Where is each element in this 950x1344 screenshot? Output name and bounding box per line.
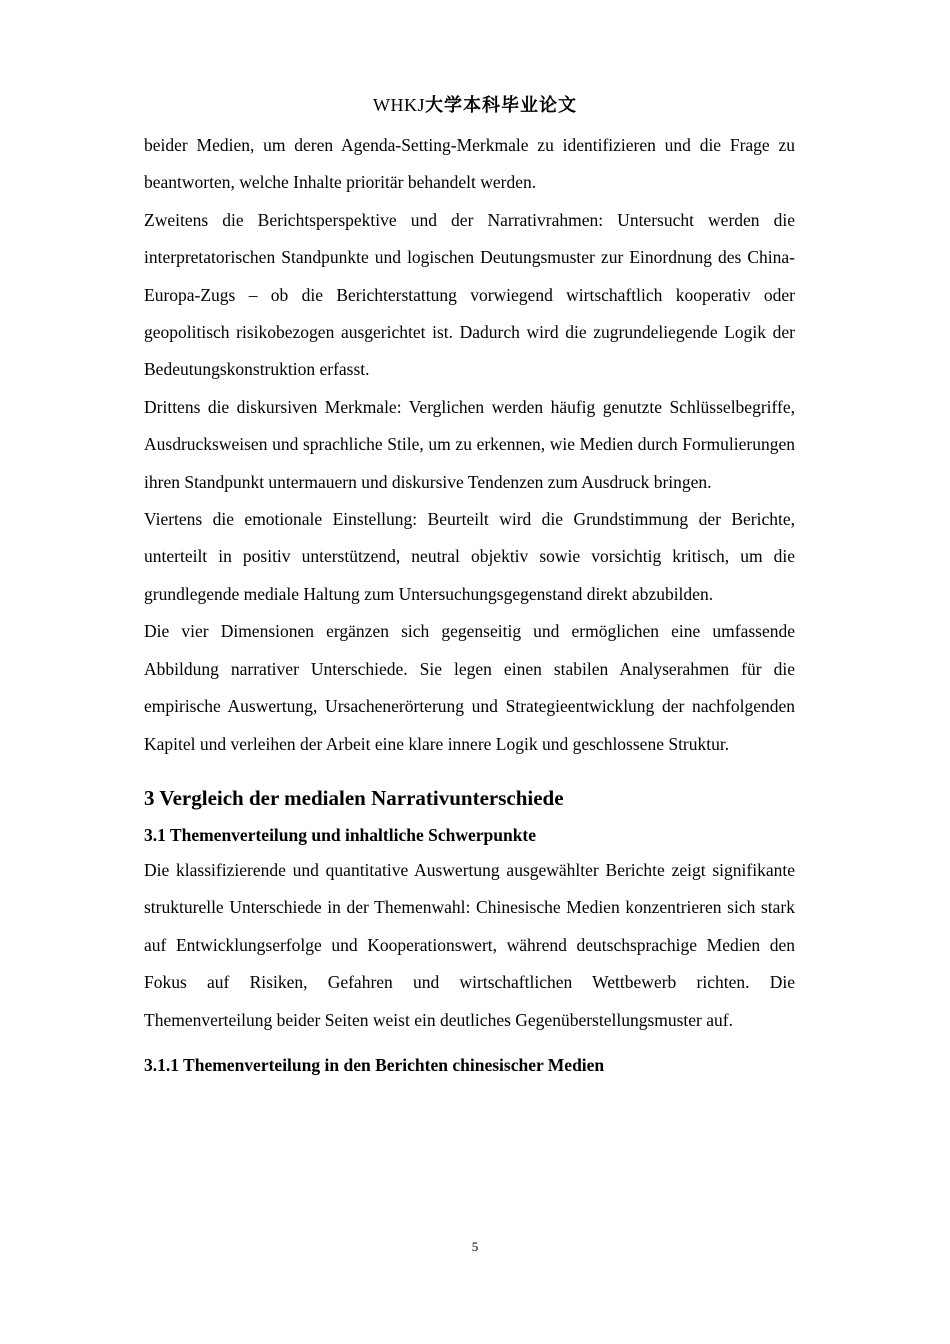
header-latin-text: WHKJ xyxy=(373,95,425,115)
body-paragraph: Die vier Dimensionen ergänzen sich gegenseitig und ermöglichen eine umfassende Abbildung narrativer Unterschiede. Sie legen einen stabilen Analyserahmen für die empirische Auswertung, Ursachenerörterung und Strategieentwicklung der nachfolgenden Kapitel und verleihen der Arbeit eine klare innere Logik und geschlossene Struktur. xyxy=(144,621,795,754)
section-heading: 3.1 Themenverteilung und inhaltliche Schwerpunkte xyxy=(144,824,537,845)
subsection-heading: 3.1.1 Themenverteilung in den Berichten chinesischer Medien xyxy=(144,1054,605,1075)
body-paragraph: Viertens die emotionale Einstellung: Beurteilt wird die Grundstimmung der Berichte, unterteilt in positiv unterstützend, neutral objektiv sowie vorsichtig kritisch, um die grundlegende mediale Haltung zum Untersuchungsgegenstand direkt abzubilden. xyxy=(144,509,795,604)
section-paragraph: Die klassifizierende und quantitative Auswertung ausgewählter Berichte zeigt signifikante strukturelle Unterschiede in der Themenwahl: Chinesische Medien konzentrieren sich stark auf Entwicklungserfolge und Kooperationswert, während deutschsprachige Medien den Fokus auf Risiken, Gefahren und wirtschaftlichen Wettbewerb richten. Die Themenverteilung beider Seiten weist ein deutliches Gegenüberstellungsmuster auf. xyxy=(144,859,795,1030)
document-body xyxy=(144,127,795,1079)
header-chinese-text: 大学本科毕业论文 xyxy=(425,95,577,116)
page-number: 5 xyxy=(471,1239,479,1254)
chapter-heading: 3 Vergleich der medialen Narrativunterschiede xyxy=(144,785,564,810)
body-paragraph: beider Medien, um deren Agenda-Setting-Merkmale zu identifizieren und die Frage zu beantworten, welche Inhalte prioritär behandelt werden. xyxy=(144,135,795,193)
body-paragraph: Zweitens die Berichtsperspektive und der Narrativrahmen: Untersucht werden die interpretatorischen Standpunkte und logischen Deutungsmuster zur Einordnung des China-Europa-Zugs – ob die Berichterstattung vorwiegend wirtschaftlich kooperativ oder geopolitisch risikobezogen ausgerichtet ist. Dadurch wird die zugrundeliegende Logik der Bedeutungskonstruktion erfasst. xyxy=(144,209,795,380)
body-paragraph: Drittens die diskursiven Merkmale: Verglichen werden häufig genutzte Schlüsselbegriffe, Ausdrucksweisen und sprachliche Stile, um zu erkennen, wie Medien durch Formulierungen ihren Standpunkt untermauern und diskursive Tendenzen zum Ausdruck bringen. xyxy=(144,396,795,492)
page-header xyxy=(0,94,950,117)
